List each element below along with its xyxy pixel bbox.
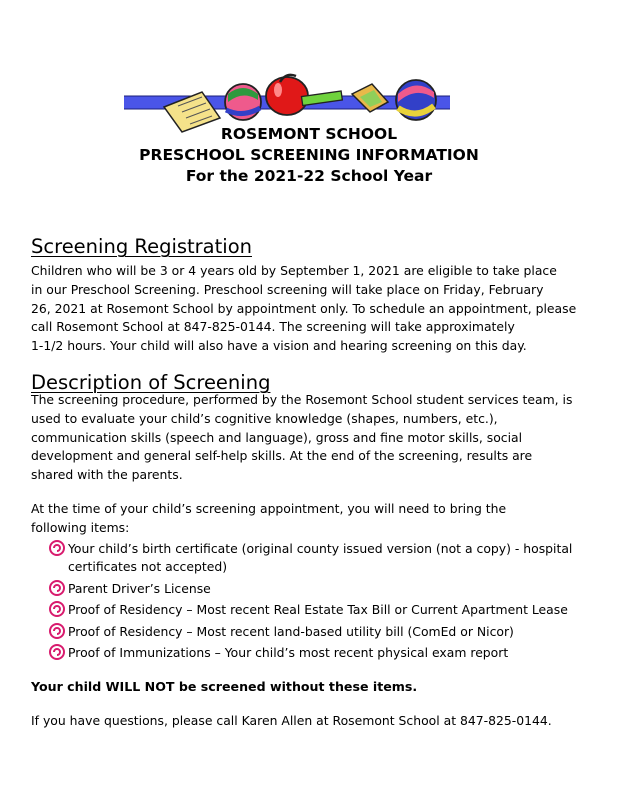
swirl-bullet-icon [49, 623, 65, 639]
item-text: Parent Driver’s License [68, 580, 211, 596]
item-text: certificates not accepted) [68, 559, 228, 574]
swirl-bullet-icon [49, 540, 65, 556]
registration-line: in our Preschool Screening. Preschool screening will take place on Friday, February [31, 281, 544, 297]
registration-heading: Screening Registration [31, 235, 252, 258]
item-text: Proof of Immunizations – Your child’s most recent physical exam report [68, 645, 509, 661]
item-text: Your child’s birth certificate (original county issued version (not a copy) - hospital [68, 541, 573, 556]
registration-line: 1-1/2 hours. Your child will also have a vision and hearing screening on this day. [31, 338, 527, 354]
description-line: The screening procedure, performed by the Rosemont School student services team, is [31, 392, 573, 407]
description-line: communication skills (speech and language), gross and fine motor skills, social [31, 429, 523, 445]
school-name: ROSEMONT SCHOOL [220, 125, 398, 143]
bring-intro-line: At the time of your child’s screening appointment, you will need to bring the [31, 501, 507, 516]
list-item [49, 580, 589, 598]
list-item [49, 623, 589, 641]
list-item [49, 644, 589, 662]
registration-paragraph [31, 262, 583, 356]
registration-line: call Rosemont School at 847-825-0144. The screening will take approximately [31, 319, 515, 335]
description-line: development and general self-help skills. At the end of the screening, results are [31, 448, 533, 464]
list-item [49, 601, 589, 619]
list-item [49, 540, 589, 576]
document-subtitle: PRESCHOOL SCREENING INFORMATION [139, 146, 479, 164]
description-heading: Description of Screening [31, 371, 271, 394]
item-text: Proof of Residency – Most recent Real Estate Tax Bill or Current Apartment Lease [68, 602, 568, 618]
swirl-bullet-icon [49, 644, 65, 660]
title-block [0, 124, 618, 187]
bring-intro [31, 500, 583, 538]
swirl-bullet-icon [49, 580, 65, 596]
school-year: For the 2021-22 School Year [185, 167, 433, 185]
required-items-list [49, 540, 589, 666]
item-text: Proof of Residency – Most recent land-based utility bill (ComEd or Nicor) [68, 623, 514, 639]
swirl-bullet-icon [49, 601, 65, 617]
warning-notice: Your child WILL NOT be screened without these items. [31, 679, 418, 694]
registration-line: 26, 2021 at Rosemont School by appointment only. To schedule an appointment, please [31, 300, 577, 316]
description-line: shared with the parents. [31, 467, 183, 483]
description-line: used to evaluate your child’s cognitive knowledge (shapes, numbers, etc.), [31, 410, 498, 426]
registration-line: Children who will be 3 or 4 years old by September 1, 2021 are eligible to take place [31, 263, 557, 278]
description-paragraph [31, 391, 583, 485]
bring-intro-line: following items: [31, 519, 130, 535]
contact-info: If you have questions, please call Karen Allen at Rosemont School at 847-825-0144. [31, 713, 552, 728]
